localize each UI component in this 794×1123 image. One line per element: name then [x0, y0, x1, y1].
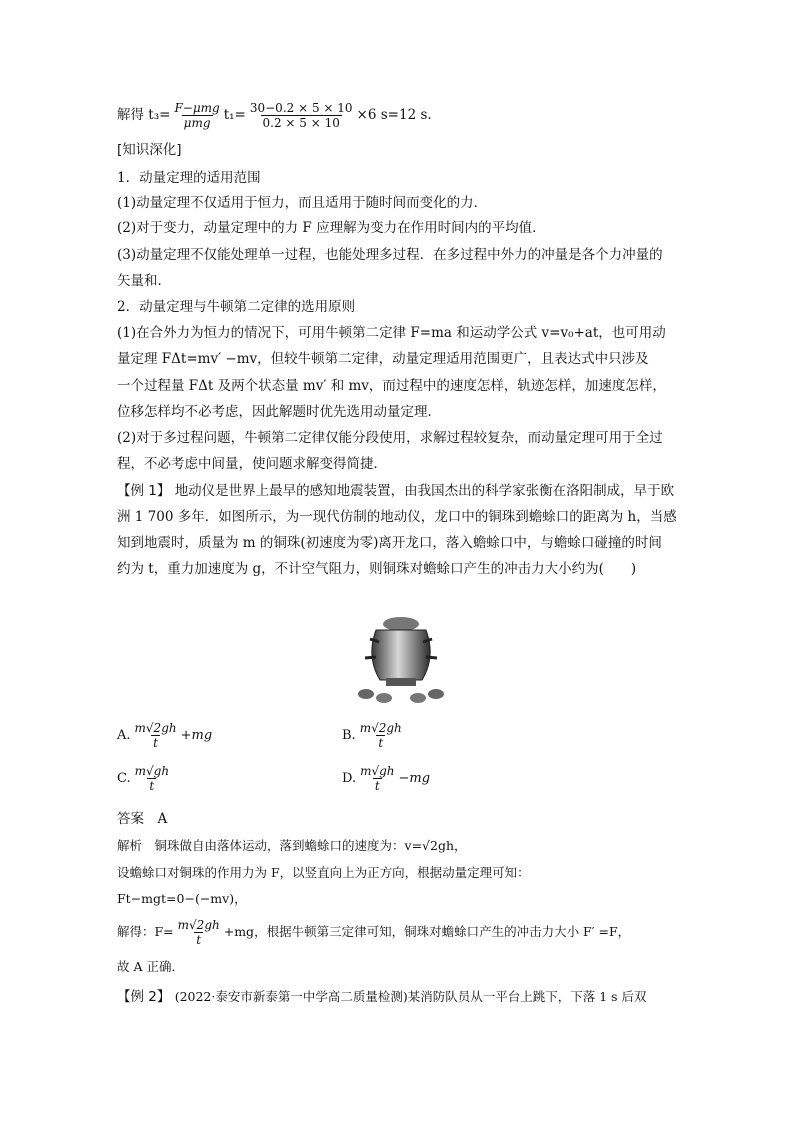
option-b-label: B. — [342, 728, 356, 743]
option-b-frac — [358, 721, 404, 750]
p2-line-2: 量定理 FΔt=mv′ −mv，但较牛顿第二定律，动量定理适用范围更广，且表达式中只涉及 — [117, 351, 649, 367]
p2-line-4: 位移怎样均不必考虑，因此解题时优先选用动量定理． — [117, 404, 441, 420]
option-a-den: t — [153, 736, 158, 750]
p1-line-3: (3)动量定理不仅能处理单一过程，也能处理多过程．在多过程中外力的冲量是各个力冲量的 — [117, 247, 663, 263]
solve-prefix: 解得 t₃= — [117, 107, 171, 123]
option-c-label: C. — [117, 771, 131, 786]
final-prefix: 解得：F= — [117, 924, 174, 939]
example-2 — [117, 987, 682, 1007]
fraction-1-num: F−μmg — [174, 101, 220, 115]
option-b-num: m√2gh — [359, 721, 402, 735]
example-1-line-3: 知到地震时，质量为 m 的铜珠(初速度为零)离开龙口，落入蟾蜍口中，与蟾蜍口碰撞的时间 — [117, 535, 662, 551]
heading-1: 1．动量定理的适用范围 — [117, 170, 261, 186]
option-b-den: t — [378, 736, 384, 750]
analysis-line-3: Ft−mgt=0−(−mv)， — [117, 891, 247, 906]
fraction-1 — [172, 101, 221, 130]
option-d-frac — [358, 764, 396, 793]
example-1-tag: 【例 1】 — [117, 483, 171, 499]
solve-suffix: ×6 s=12 s. — [356, 107, 432, 123]
heading-2: 2．动量定理与牛顿第二定律的选用原则 — [117, 299, 356, 315]
option-d[interactable] — [342, 764, 430, 793]
final-num: m√2gh — [177, 918, 220, 932]
option-d-num: m√gh — [360, 764, 395, 778]
option-c-num: m√gh — [134, 764, 170, 778]
seismograph-image — [346, 612, 456, 704]
fraction-2-num: 30−0.2 × 5 × 10 — [249, 101, 353, 115]
p2-line-3: 一个过程量 FΔt 及两个状态量 mv′ 和 mv，而过程中的速度怎样，轨迹怎样，加速度怎样， — [117, 378, 666, 394]
example-2-tag: 【例 2】 — [117, 989, 171, 1005]
fraction-2-den: 0.2 × 5 × 10 — [262, 116, 340, 130]
example-1-line-4: 约为 t，重力加速度为 g，不计空气阻力，则铜珠对蟾蜍口产生的冲击力大小约为( ) — [117, 561, 637, 577]
option-a-label: A. — [117, 728, 131, 743]
option-d-den: t — [374, 779, 380, 793]
conclusion: 故 A 正确． — [117, 959, 184, 974]
option-b[interactable] — [342, 721, 406, 750]
analysis-line-1: 解析 铜珠做自由落体运动，落到蟾蜍口的速度为：v=√2gh， — [117, 838, 467, 853]
option-a-tail: +mg — [180, 728, 213, 743]
p2-line-6: 程，不必考虑中间量，使问题求解变得简捷． — [117, 456, 387, 472]
fraction-2 — [248, 101, 355, 130]
example-1-line-2: 洲 1 700 多年．如图所示，为一现代仿制的地动仪，龙口中的铜珠到蟾蜍口的距离为 h，当感 — [117, 509, 677, 525]
final-suffix: +mg，根据牛顿第三定律可知，铜珠对蟾蜍口产生的冲击力大小 F′ =F， — [223, 924, 631, 939]
section-label: [知识深化] — [117, 142, 182, 158]
final-frac — [176, 918, 222, 947]
final-den: t — [196, 933, 202, 947]
answer: 答案 A — [117, 811, 168, 827]
final-line — [117, 918, 682, 947]
example-2-text: (2022·泰安市新泰第一中学高二质量检测)某消防队员从一平台上跳下，下落 1 s 后双 — [174, 989, 647, 1004]
option-a[interactable] — [117, 721, 212, 750]
example-1-text-1: 地动仪是世界上最早的感知地震装置，由我国杰出的科学家张衡在洛阳制成，早于欧 — [174, 483, 675, 499]
p2-line-5: (2)对于多过程问题，牛顿第二定律仅能分段使用，求解过程较复杂，而动量定理可用于全过 — [117, 430, 663, 446]
p1-line-1: (1)动量定理不仅适用于恒力，而且适用于随时间而变化的力． — [117, 195, 488, 211]
option-d-tail: −mg — [398, 771, 431, 786]
p1-line-4: 矢量和． — [117, 273, 171, 289]
p2-line-1: (1)在合外力为恒力的情况下，可用牛顿第二定律 F=ma 和运动学公式 v=v₀+at，也可用动 — [117, 325, 666, 341]
solve-line — [117, 101, 682, 130]
example-1-line-1 — [117, 481, 682, 501]
option-a-num: m√2gh — [134, 721, 177, 735]
p1-line-2: (2)对于变力，动量定理中的力 F 应理解为变力在作用时间内的平均值． — [117, 220, 546, 236]
option-a-frac — [133, 721, 179, 750]
option-c-den: t — [149, 779, 155, 793]
solve-mid: t₁= — [223, 107, 246, 123]
analysis-line-2: 设蟾蜍口对铜珠的作用力为 F，以竖直向上为正方向，根据动量定理可知： — [117, 865, 530, 880]
option-c-frac — [133, 764, 171, 793]
option-d-label: D. — [342, 771, 357, 786]
option-c[interactable] — [117, 764, 173, 793]
fraction-1-den: μmg — [183, 116, 211, 130]
